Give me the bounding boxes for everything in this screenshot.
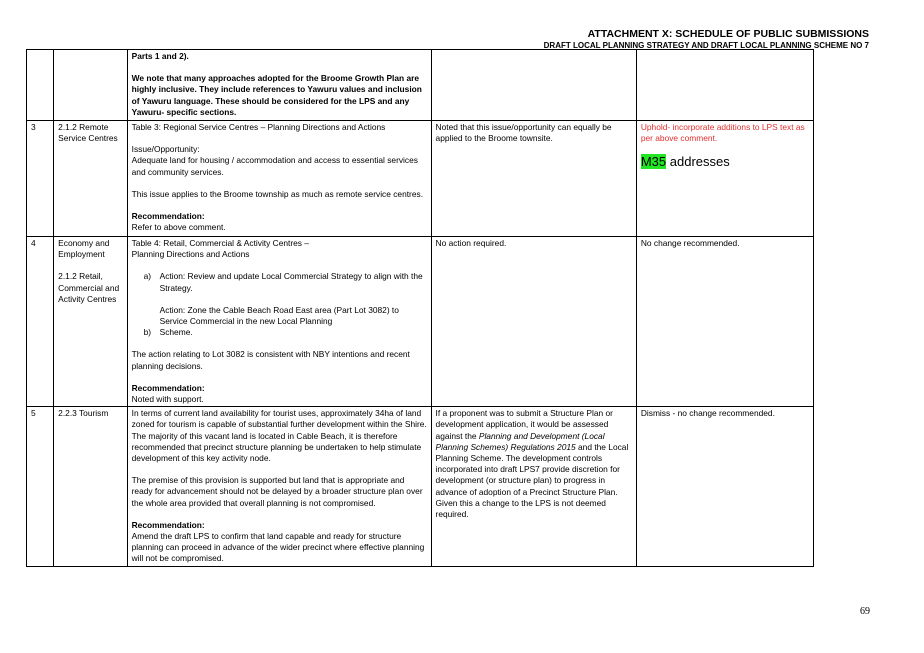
submission-heading: Table 3: Regional Service Centres – Planning Directions and Actions [131,122,386,132]
cell-response [431,50,636,121]
issue-text: Adequate land for housing / accommodation and access to essential services and community services. [131,155,418,177]
recommendation-uphold: Uphold- incorporate additions to LPS text as per above comment. [640,122,805,144]
list-marker: a) [143,271,152,282]
cell-no: 4 [27,237,54,407]
section-subtitle: 2.1.2 Retail, Commercial and Activity Centres [58,271,120,304]
cell-response: No action required. [431,237,636,407]
submission-para: The action relating to Lot 3082 is consistent with NBY intentions and recent planning decisions. [131,349,410,371]
cell-no: 3 [27,121,54,237]
table-row [27,237,814,407]
action-list [132,271,428,338]
cell-recommendation [636,50,813,121]
submission-heading-2: Planning Directions and Actions [131,249,250,260]
submission-para-2: The premise of this provision is supported but land that is appropriate and ready for advancement should not be delayed by a broader structure plan over the whole area provided that overall planning is not compromised. [131,475,423,508]
recommendation-text: Refer to above comment. [131,222,226,233]
document-title: ATTACHMENT X: SCHEDULE OF PUBLIC SUBMISSIONS [587,28,869,40]
cell-no [27,50,54,121]
cell-recommendation [636,121,813,237]
submissions-table [26,49,814,567]
response-text: If a proponent was to submit a Structure Plan or development application, it would be assessed against the [435,408,613,441]
recommendation-text: Amend the draft LPS to confirm that land capable and ready for structure planning can proceed in advance of the wider precinct where effective planning will not be compromised. [131,531,425,564]
cell-section: 2.1.2 Remote Service Centres [54,121,127,237]
cell-recommendation: No change recommended. [636,237,813,407]
document-subtitle: DRAFT LOCAL PLANNING STRATEGY AND DRAFT LOCAL PLANNING SCHEME NO 7 [543,41,869,50]
cell-submission [127,50,431,121]
modification-suffix: addresses [666,154,730,170]
submission-para: In terms of current land availability for tourist uses, approximately 34ha of land zoned for tourism is capable of substantial further development within the Shire. The majority of this vacant land is located in Cable Beach, it is therefore recommended that precinct structure planning be undertaken to help stimulate development of this key activity node. [131,408,427,464]
response-regulation: Planning and Development (Local Planning Schemes) Regulations 2015 [435,430,605,452]
table-row [27,407,814,567]
table-row [27,50,814,121]
table-row [27,121,814,237]
list-marker: b) [143,327,152,338]
cell-response: Noted that this issue/opportunity can equally be applied to the Broome townsite. [431,121,636,237]
list-item [132,271,428,327]
submission-heading: Table 4: Retail, Commercial & Activity Centres – [131,238,309,248]
submission-para: This issue applies to the Broome township as much as remote service centres. [131,188,424,199]
response-text-2: and the Local Planning Scheme. The development controls incorporated into draft LPS7 provide discretion for development (or structure plan) to progress in advance of adoption of a Precinct Structure Plan. Given this a change to the LPS is not deemed required. [435,441,629,520]
cell-submission [127,237,431,407]
modification-reference [641,154,810,170]
cell-recommendation: Dismiss - no change recommended. [636,407,813,567]
recommendation-label: Recommendation: [131,211,205,222]
issue-label: Issue/Opportunity: [131,144,200,155]
list-item [132,327,428,338]
cell-section [54,237,127,407]
action-text: Scheme. [159,327,193,338]
modification-code: M35 [640,154,667,170]
submission-continuation-line: Parts 1 and 2). [131,51,189,61]
action-text-2: Action: Zone the Cable Beach Road East area (Part Lot 3082) to Service Commercial in the new Local Planning [159,304,399,327]
cell-no: 5 [27,407,54,567]
cell-submission [127,121,431,237]
cell-section [54,50,127,121]
section-title: Economy and Employment [58,238,110,260]
action-text: Action: Review and update Local Commercial Strategy to align with the Strategy. [159,271,423,293]
recommendation-label: Recommendation: [131,519,205,530]
cell-response [431,407,636,567]
recommendation-text: Noted with support. [131,394,204,405]
recommendation-label: Recommendation: [131,382,205,393]
page-number: 69 [860,606,870,617]
submission-continuation-para: We note that many approaches adopted for the Broome Growth Plan are highly inclusive. They include references to Yawuru values and inclusion of Yawuru language. These should be considered for the LPS and any Yawuru- specific sections. [131,73,422,117]
cell-section: 2.2.3 Tourism [54,407,127,567]
cell-submission [127,407,431,567]
